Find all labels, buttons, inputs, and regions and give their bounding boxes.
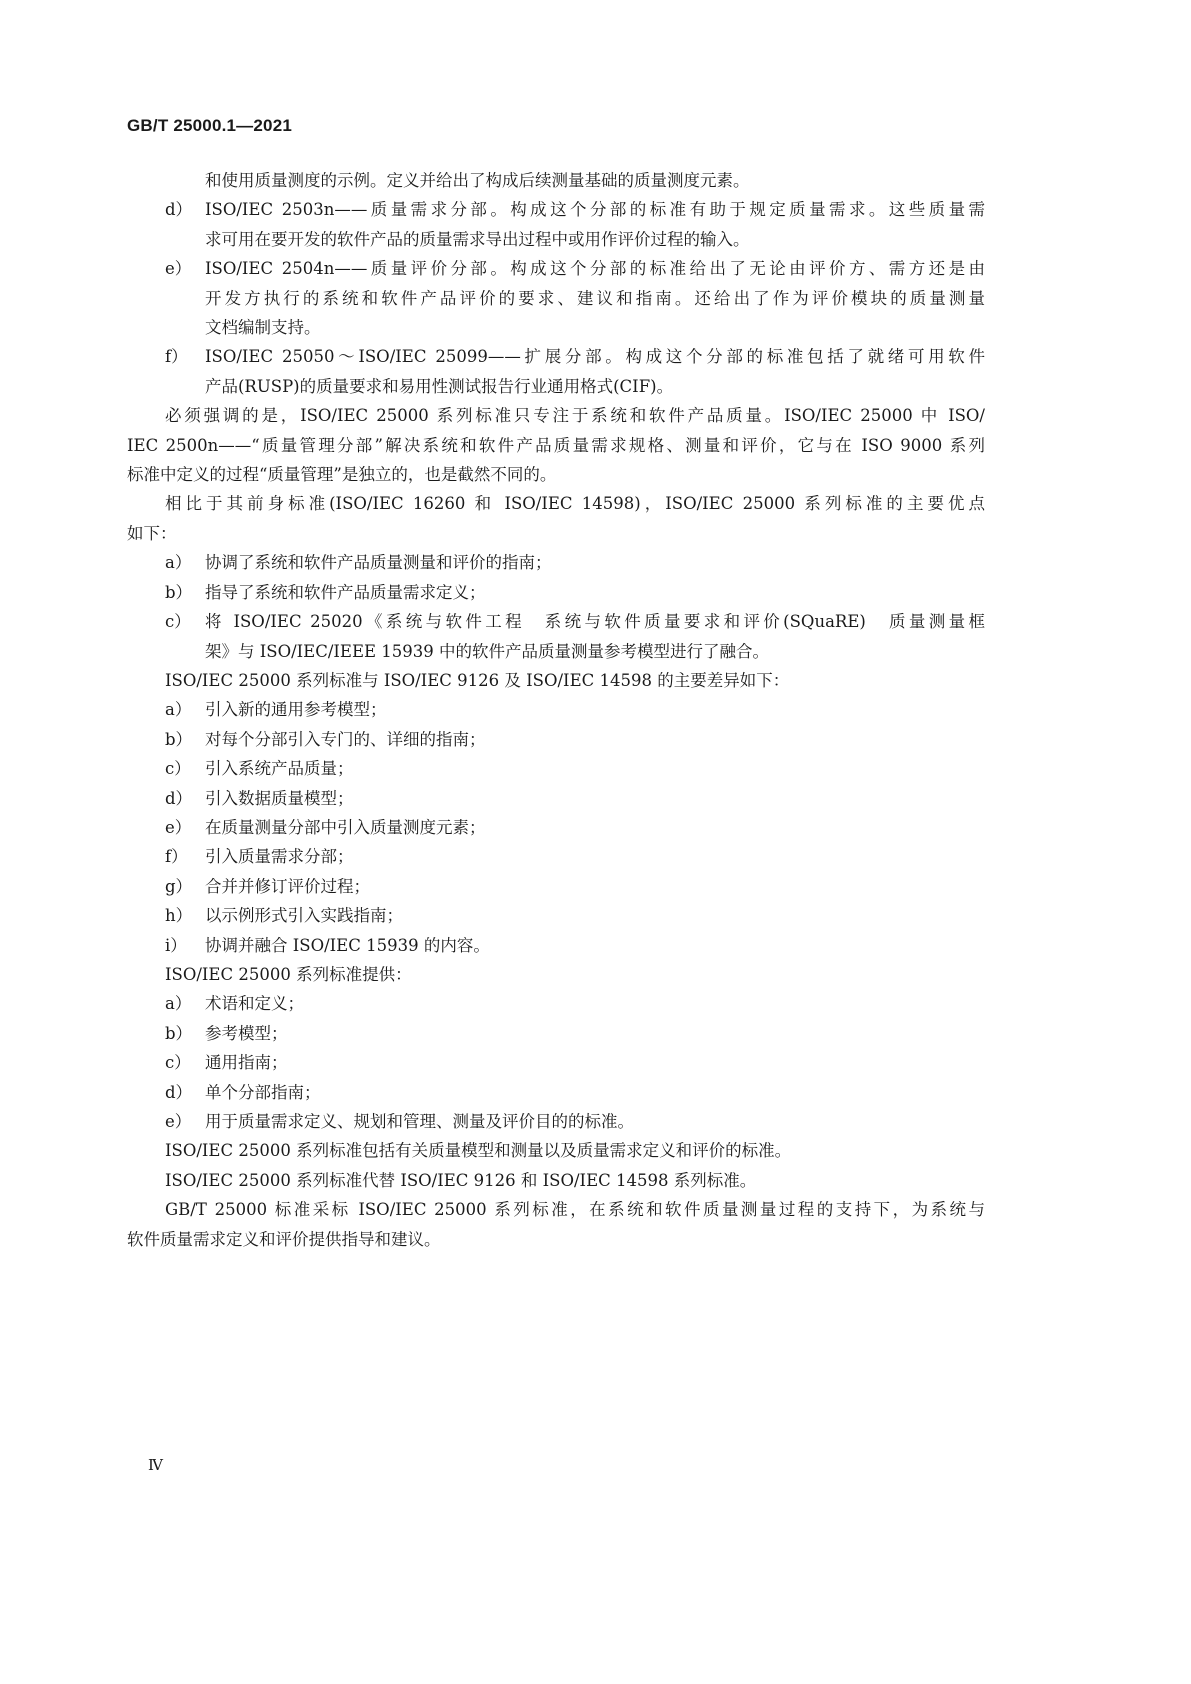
text-line: 和使用质量测度的示例。定义并给出了构成后续测量基础的质量测度元素。 [205,171,750,190]
text-line: GB/T 25000 标准采标 ISO/IEC 25000 系列标准，在系统和软件质量测量过程的支持下，为系统与 [165,1200,985,1220]
text-line: 引入新的通用参考模型； [205,700,387,720]
list-item-label: h） [165,906,193,926]
text-line: 单个分部指南； [205,1082,321,1102]
text-line: ISO/IEC 25000 系列标准包括有关质量模型和测量以及质量需求定义和评价的标准。 [165,1141,792,1161]
text-line: 求可用在要开发的软件产品的质量需求导出过程中或用作评价过程的输入。 [205,229,750,249]
list-item-label: c） [165,759,191,779]
text-line: 软件质量需求定义和评价提供指导和建议。 [127,1229,441,1249]
text-line: ISO/IEC 25000 系列标准与 ISO/IEC 9126 及 ISO/IEC 14598 的主要差异如下： [165,670,790,690]
text-line: ISO/IEC 25000 系列标准提供： [165,964,412,984]
text-line: 必须强调的是，ISO/IEC 25000 系列标准只专注于系统和软件产品质量。ISO/IEC 25000 中 ISO/ [165,406,985,426]
list-item-label: f） [165,347,188,367]
list-item-label: a） [165,700,192,720]
list-item [127,578,985,607]
text-line: ISO/IEC 2503n——质量需求分部。构成这个分部的标准有助于规定质量需求。这些质量需 [205,200,985,220]
paragraph [127,960,985,989]
list-item [127,695,985,724]
text-line: 产品(RUSP)的质量要求和易用性测试报告行业通用格式(CIF)。 [205,376,674,396]
list-item-label: b） [165,1023,193,1043]
list-item-label: b） [165,729,193,749]
text-line: 指导了系统和软件产品质量需求定义； [205,582,486,602]
text-line: 将 ISO/IEC 25020《系统与软件工程 系统与软件质量要求和评价(SQuaRE) 质量测量框 [205,612,985,632]
text-line: 协调并融合 ISO/IEC 15939 的内容。 [205,935,490,955]
list-item-label: e） [165,259,192,279]
text-line: 参考模型； [205,1023,288,1043]
list-item [127,195,985,254]
list-item [127,548,985,577]
paragraph [127,666,985,695]
text-line: 引入数据质量模型； [205,788,354,808]
list-item [127,989,985,1018]
paragraph [127,401,985,489]
list-item [127,1107,985,1136]
list-item [127,254,985,342]
paragraph [127,1195,985,1254]
list-item-label: i） [165,935,187,955]
list-item-label: d） [165,1082,193,1102]
text-line: 通用指南； [205,1053,288,1073]
document-id-header: GB/T 25000.1—2021 [127,116,292,135]
list-item-label: f） [165,847,188,867]
text-line: 术语和定义； [205,994,304,1014]
paragraph-continuation [127,166,985,195]
text-line: 在质量测量分部中引入质量测度元素； [205,817,486,837]
text-line: 开发方执行的系统和软件产品评价的要求、建议和指南。还给出了作为评价模块的质量测量 [205,288,985,308]
text-line: 以示例形式引入实践指南； [205,906,403,926]
text-line: IEC 2500n——“质量管理分部”解决系统和软件产品质量需求规格、测量和评价，它与在 ISO 9000 系列 [127,435,985,455]
paragraph [127,1136,985,1165]
list-item [127,1078,985,1107]
list-item-label: c） [165,1053,191,1073]
list-item [127,931,985,960]
list-item [127,1048,985,1077]
text-line: 对每个分部引入专门的、详细的指南； [205,729,486,749]
list-item [127,1019,985,1048]
text-line: 用于质量需求定义、规划和管理、测量及评价目的的标准。 [205,1112,634,1131]
text-line: 如下： [127,523,177,543]
paragraph [127,1166,985,1195]
text-line: 架》与 ISO/IEC/IEEE 15939 中的软件产品质量测量参考模型进行了融合。 [205,641,770,661]
list-item [127,342,985,401]
list-item-label: e） [165,1112,192,1131]
text-line: 标准中定义的过程“质量管理”是独立的，也是截然不同的。 [127,465,557,485]
list-item-label: d） [165,200,193,220]
list-item [127,901,985,930]
list-item [127,872,985,901]
list-item [127,784,985,813]
text-line: ISO/IEC 2504n——质量评价分部。构成这个分部的标准给出了无论由评价方、需方还是由 [205,259,985,279]
text-line: ISO/IEC 25000 系列标准代替 ISO/IEC 9126 和 ISO/IEC 14598 系列标准。 [165,1170,757,1190]
paragraph [127,489,985,548]
list-item-label: b） [165,582,193,602]
document-body [127,166,985,1254]
list-item-label: a） [165,994,192,1014]
list-item-label: g） [165,876,193,896]
list-item [127,754,985,783]
list-item-label: e） [165,817,192,837]
text-line: 相比于其前身标准(ISO/IEC 16260 和 ISO/IEC 14598)，ISO/IEC 25000 系列标准的主要优点 [165,494,985,514]
list-item [127,813,985,842]
text-line: 引入质量需求分部； [205,847,354,867]
text-line: ISO/IEC 25050～ISO/IEC 25099——扩展分部。构成这个分部的标准包括了就绪可用软件 [205,347,985,367]
text-line: 合并并修订评价过程； [205,876,370,896]
text-line: 引入系统产品质量； [205,759,354,779]
list-item-label: d） [165,788,193,808]
page-number: Ⅳ [148,1456,163,1474]
list-item [127,725,985,754]
list-item [127,607,985,666]
text-line: 协调了系统和软件产品质量测量和评价的指南； [205,553,552,573]
text-line: 文档编制支持。 [205,318,321,338]
list-item-label: a） [165,553,192,573]
list-item [127,842,985,871]
list-item-label: c） [165,612,191,632]
